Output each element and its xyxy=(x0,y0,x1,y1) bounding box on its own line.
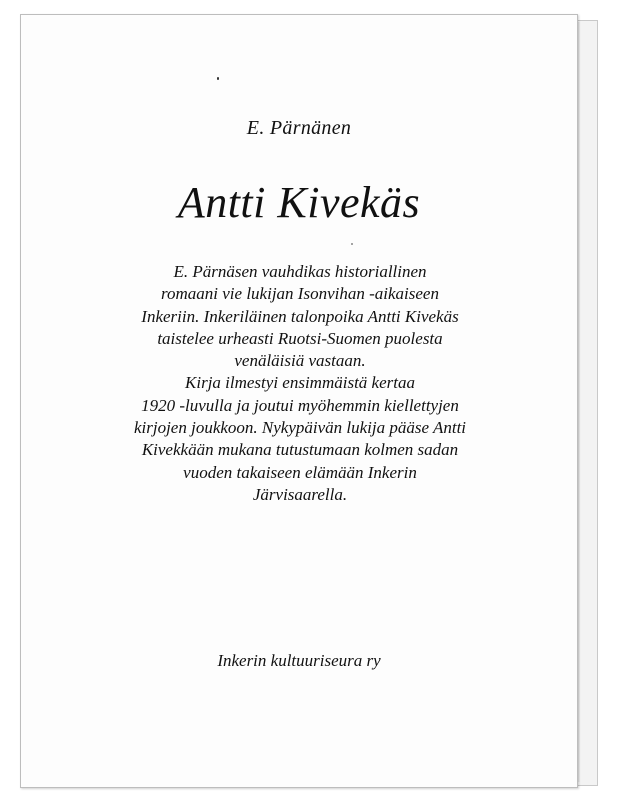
book-title: Antti Kivekäs xyxy=(177,178,421,227)
blurb-line: Järvisaarella. xyxy=(252,484,348,504)
blurb-line: Kivekkään mukana tutustumaan kolmen sadan xyxy=(141,440,459,460)
blurb-line: E. Pärnäsen vauhdikas historiallinen xyxy=(173,262,427,281)
cover-blurb xyxy=(61,261,539,506)
publisher-name: Inkerin kultuuriseura ry xyxy=(217,651,381,670)
blurb-line: Inkeriin. Inkeriläinen talonpoika Antti Kivekäs xyxy=(141,306,459,326)
blurb-line: vuoden takaiseen elämään Inkerin xyxy=(183,462,417,482)
blurb-line: Kirja ilmestyi ensimmäistä kertaa xyxy=(185,373,415,393)
blurb-line: kirjojen joukkoon. Nykypäivän lukija pääse Antti xyxy=(133,418,467,438)
print-speck xyxy=(351,243,353,245)
book-cover xyxy=(20,14,578,788)
blurb-line: romaani vie lukijan Isonvihan -aikaiseen xyxy=(161,284,439,304)
blurb-line: taistelee urheasti Ruotsi-Suomen puolesta xyxy=(157,328,443,348)
author-name: E. Pärnänen xyxy=(246,117,352,139)
blurb-line: venäläisiä vastaan. xyxy=(234,351,366,371)
blurb-line: 1920 -luvulla ja joutui myöhemmin kiellettyjen xyxy=(141,395,459,415)
print-speck xyxy=(217,77,219,80)
